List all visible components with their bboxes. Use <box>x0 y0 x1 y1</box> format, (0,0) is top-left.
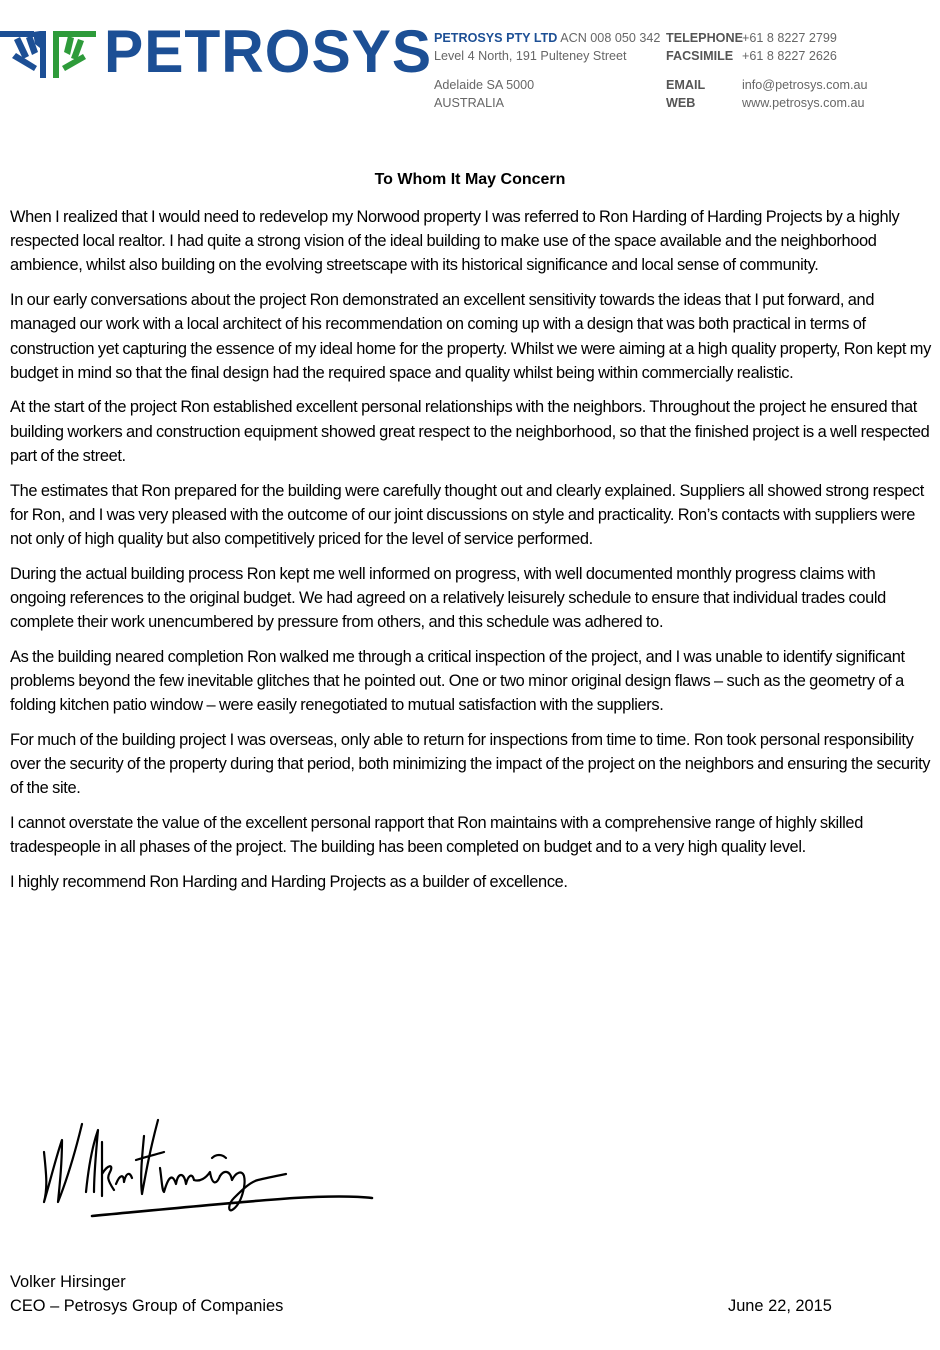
paragraph-9: I highly recommend Ron Harding and Harding Projects as a builder of excellence. <box>10 872 568 891</box>
contact-telephone <box>666 29 867 47</box>
paragraph-4: The estimates that Ron prepared for the building were carefully thought out and clearly explained. Suppliers all showed strong respect for Ron, and I was very pleased with the outcome of our joint discussions on style and practicality. Ron’s contacts with suppliers were not only of high quality but also competitively priced for the level of service performed. <box>10 481 924 548</box>
contact-web <box>666 94 867 112</box>
web-label: WEB <box>666 96 696 110</box>
paragraph-6: As the building neared completion Ron walked me through a critical inspection of the project, and I was unable to identify significant problems beyond the few inevitable glitches that he pointed out. One or two minor original design flaws – such as the geometry of a folding kitchen patio window – were easily renegotiated to mutual satisfaction with the suppliers. <box>10 647 905 715</box>
letter-title: To Whom It May Concern <box>374 171 566 188</box>
company-name: PETROSYS PTY LTD <box>434 31 558 45</box>
contact-facsimile <box>666 47 867 65</box>
address-line-1: Level 4 North, 191 Pulteney Street <box>434 49 627 63</box>
letterhead <box>0 0 940 120</box>
address-line-2: Adelaide SA 5000 <box>434 78 535 92</box>
email-link[interactable]: info@petrosys.com.au <box>742 78 868 92</box>
web-link[interactable]: www.petrosys.com.au <box>742 96 865 110</box>
signatory-title: CEO – Petrosys Group of Companies <box>10 1297 284 1316</box>
contact-details-block <box>666 29 867 112</box>
letter-body <box>10 205 932 905</box>
facsimile-label: FACSIMILE <box>666 49 734 63</box>
telephone-label: TELEPHONE <box>666 31 743 45</box>
company-address-block <box>434 29 660 112</box>
paragraph-7: For much of the building project I was overseas, only able to return for inspections from time to time. Ron took personal responsibility over the security of the property during that period, both minimizing the impact of the project on the neighbors and ensuring the security of the site. <box>10 730 931 798</box>
email-label: EMAIL <box>666 78 706 92</box>
logo-wordmark: PETROSYS <box>104 18 433 85</box>
telephone-value: +61 8 8227 2799 <box>742 31 837 45</box>
petrosys-sunburst-logo-icon <box>0 28 100 78</box>
petrosys-logo <box>0 18 433 85</box>
paragraph-3: At the start of the project Ron established excellent personal relationships with the neighbors. Throughout the project he ensured that building workers and construction equipment showed great respect to the neighborhood, so that the finished project is a well respected part of the street. <box>10 398 930 465</box>
paragraph-2: In our early conversations about the project Ron demonstrated an excellent sensitivity towards the ideas that I put forward, and managed our work with a local architect of his recommendation on coming up with a design that was both practical in terms of construction yet capturing the essence of my ideal home for the property. Whilst we were aiming at a high quality property, Ron kept my budget in mind so that the final design had the required space and quality whilst being within commercially realistic. <box>10 291 931 382</box>
paragraph-8: I cannot overstate the value of the excellent personal rapport that Ron maintains with a comprehensive range of highly skilled tradespeople in all phases of the project. The building has been completed on budget and to a very high quality level. <box>10 813 863 857</box>
letter-date: June 22, 2015 <box>728 1297 832 1315</box>
signatory-name: Volker Hirsinger <box>10 1273 126 1291</box>
paragraph-1: When I realized that I would need to redevelop my Norwood property I was referred to Ron Harding of Harding Projects by a highly respected local realtor. I had quite a strong vision of the ideal building to make use of the space available and the neighborhood ambience, whilst also building on the evolving streetscape with its historical significance and local sense of community. <box>10 208 900 275</box>
signoff-block <box>10 1270 283 1319</box>
contact-email <box>666 76 867 94</box>
address-line-3: AUSTRALIA <box>434 96 504 110</box>
paragraph-5: During the actual building process Ron kept me well informed on progress, with well documented monthly progress claims with ongoing references to the original budget. We had agreed on a relatively leisurely schedule to ensure that individual trades could complete their work unencumbered by pressure from others, and this schedule was adhered to. <box>10 564 886 632</box>
company-acn: ACN 008 050 342 <box>560 31 661 45</box>
facsimile-value: +61 8 8227 2626 <box>742 49 837 63</box>
handwritten-signature-icon <box>36 1112 386 1222</box>
